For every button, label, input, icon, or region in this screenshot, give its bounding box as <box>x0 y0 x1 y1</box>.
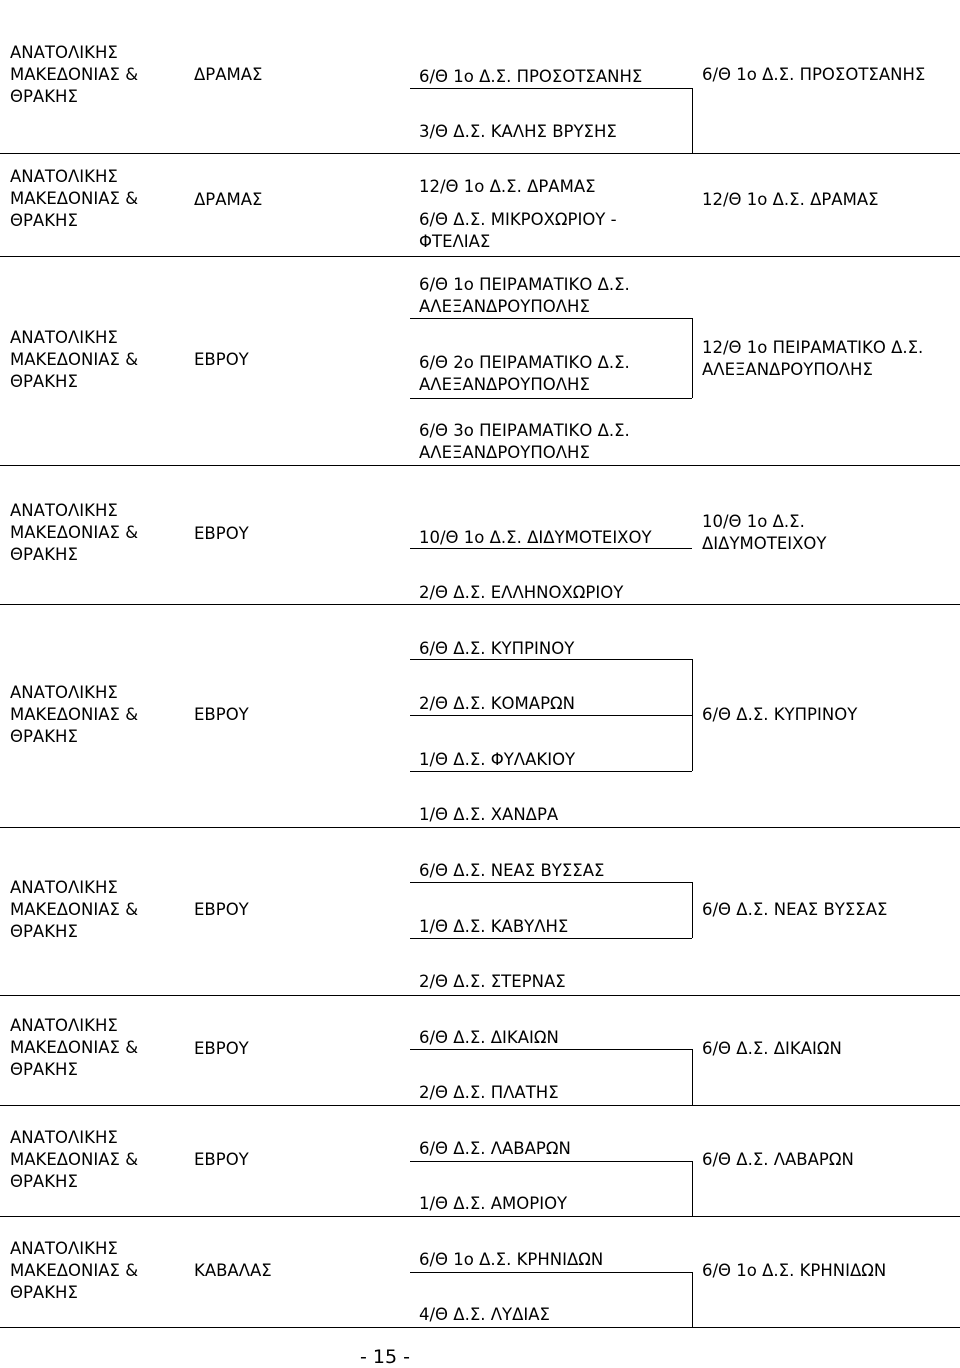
school-cell: 6/Θ 1ο ΠΕΙΡΑΜΑΤΙΚΟ Δ.Σ. ΑΛΕΞΑΝΔΡΟΥΠΟΛΗΣ <box>419 275 630 316</box>
school-separator <box>410 1049 692 1050</box>
row-separator <box>0 256 960 257</box>
prefecture-cell: ΚΑΒΑΛΑΣ <box>194 1261 272 1280</box>
school-cell: 2/Θ Δ.Σ. ΕΛΛΗΝΟΧΩΡΙΟΥ <box>419 583 624 602</box>
school-cell: 4/Θ Δ.Σ. ΛΥΔΙΑΣ <box>419 1305 550 1324</box>
school-cell: 6/Θ 1ο Δ.Σ. ΚΡΗΝΙΔΩΝ <box>419 1250 604 1269</box>
school-cell: 12/Θ 1ο Δ.Σ. ΔΡΑΜΑΣ <box>419 177 596 196</box>
region-cell: ΑΝΑΤΟΛΙΚΗΣ ΜΑΚΕΔΟΝΙΑΣ & ΘΡΑΚΗΣ <box>10 167 139 230</box>
school-cell: 1/Θ Δ.Σ. ΦΥΛΑΚΙΟΥ <box>419 750 576 769</box>
school-cell: 6/Θ Δ.Σ. ΔΙΚΑΙΩΝ <box>419 1028 559 1047</box>
row-separator <box>0 1105 960 1106</box>
column-separator <box>692 659 693 771</box>
prefecture-cell: ΕΒΡΟΥ <box>194 1039 249 1058</box>
row-separator <box>0 995 960 996</box>
school-cell: 6/Θ 1ο Δ.Σ. ΠΡΟΣΟΤΣΑΝΗΣ <box>419 67 643 86</box>
merged-school-cell: 6/Θ 1ο Δ.Σ. ΠΡΟΣΟΤΣΑΝΗΣ <box>702 65 926 84</box>
school-separator <box>410 771 692 772</box>
merged-school-cell: 6/Θ Δ.Σ. ΚΥΠΡΙΝΟΥ <box>702 705 858 724</box>
school-separator <box>410 398 692 399</box>
prefecture-cell: ΔΡΑΜΑΣ <box>194 65 263 84</box>
region-cell: ΑΝΑΤΟΛΙΚΗΣ ΜΑΚΕΔΟΝΙΑΣ & ΘΡΑΚΗΣ <box>10 1239 139 1302</box>
school-cell: 1/Θ Δ.Σ. ΚΑΒΥΛΗΣ <box>419 917 569 936</box>
prefecture-cell: ΕΒΡΟΥ <box>194 900 249 919</box>
merged-school-cell: 6/Θ Δ.Σ. ΛΑΒΑΡΩΝ <box>702 1150 854 1169</box>
region-cell: ΑΝΑΤΟΛΙΚΗΣ ΜΑΚΕΔΟΝΙΑΣ & ΘΡΑΚΗΣ <box>10 1016 139 1079</box>
region-cell: ΑΝΑΤΟΛΙΚΗΣ ΜΑΚΕΔΟΝΙΑΣ & ΘΡΑΚΗΣ <box>10 878 139 941</box>
school-cell: 1/Θ Δ.Σ. ΑΜΟΡΙΟΥ <box>419 1194 568 1213</box>
prefecture-cell: ΕΒΡΟΥ <box>194 524 249 543</box>
school-cell: 6/Θ Δ.Σ. ΛΑΒΑΡΩΝ <box>419 1139 571 1158</box>
merged-school-cell: 6/Θ 1ο Δ.Σ. ΚΡΗΝΙΔΩΝ <box>702 1261 887 1280</box>
school-cell: 2/Θ Δ.Σ. ΣΤΕΡΝΑΣ <box>419 972 566 991</box>
column-separator <box>692 1049 693 1105</box>
merged-school-cell: 12/Θ 1ο ΠΕΙΡΑΜΑΤΙΚΟ Δ.Σ. ΑΛΕΞΑΝΔΡΟΥΠΟΛΗΣ <box>702 338 924 379</box>
school-cell: 2/Θ Δ.Σ. ΠΛΑΤΗΣ <box>419 1083 559 1102</box>
row-separator <box>0 1327 960 1328</box>
region-cell: ΑΝΑΤΟΛΙΚΗΣ ΜΑΚΕΔΟΝΙΑΣ & ΘΡΑΚΗΣ <box>10 501 139 564</box>
merged-school-cell: 6/Θ Δ.Σ. ΔΙΚΑΙΩΝ <box>702 1039 842 1058</box>
row-separator <box>0 827 960 828</box>
column-separator <box>692 882 693 938</box>
school-cell: 6/Θ Δ.Σ. ΝΕΑΣ ΒΥΣΣΑΣ <box>419 861 605 880</box>
column-separator <box>692 1272 693 1327</box>
row-separator <box>0 153 960 154</box>
school-cell: 10/Θ 1ο Δ.Σ. ΔΙΔΥΜΟΤΕΙΧΟΥ <box>419 528 652 547</box>
column-separator <box>692 1161 693 1216</box>
school-cell: 3/Θ Δ.Σ. ΚΑΛΗΣ ΒΡΥΣΗΣ <box>419 122 617 141</box>
school-cell: 6/Θ Δ.Σ. ΜΙΚΡΟΧΩΡΙΟΥ - ΦΤΕΛΙΑΣ <box>419 210 617 251</box>
row-separator <box>0 1216 960 1217</box>
region-cell: ΑΝΑΤΟΛΙΚΗΣ ΜΑΚΕΔΟΝΙΑΣ & ΘΡΑΚΗΣ <box>10 1128 139 1191</box>
merged-school-cell: 6/Θ Δ.Σ. ΝΕΑΣ ΒΥΣΣΑΣ <box>702 900 888 919</box>
school-separator <box>410 715 692 716</box>
column-separator <box>692 318 693 398</box>
prefecture-cell: ΕΒΡΟΥ <box>194 705 249 724</box>
page-number: - 15 - <box>360 1346 410 1368</box>
region-cell: ΑΝΑΤΟΛΙΚΗΣ ΜΑΚΕΔΟΝΙΑΣ & ΘΡΑΚΗΣ <box>10 328 139 391</box>
school-separator <box>410 88 692 89</box>
prefecture-cell: ΕΒΡΟΥ <box>194 350 249 369</box>
school-separator <box>410 1272 692 1273</box>
prefecture-cell: ΔΡΑΜΑΣ <box>194 190 263 209</box>
row-separator <box>0 465 960 466</box>
row-separator <box>0 604 960 605</box>
school-cell: 2/Θ Δ.Σ. ΚΟΜΑΡΩΝ <box>419 694 575 713</box>
region-cell: ΑΝΑΤΟΛΙΚΗΣ ΜΑΚΕΔΟΝΙΑΣ & ΘΡΑΚΗΣ <box>10 683 139 746</box>
school-cell: 1/Θ Δ.Σ. ΧΑΝΔΡΑ <box>419 805 559 824</box>
school-separator <box>410 1161 692 1162</box>
prefecture-cell: ΕΒΡΟΥ <box>194 1150 249 1169</box>
school-separator <box>410 938 692 939</box>
school-cell: 6/Θ Δ.Σ. ΚΥΠΡΙΝΟΥ <box>419 639 575 658</box>
school-cell: 6/Θ 2ο ΠΕΙΡΑΜΑΤΙΚΟ Δ.Σ. ΑΛΕΞΑΝΔΡΟΥΠΟΛΗΣ <box>419 353 630 394</box>
school-cell: 6/Θ 3ο ΠΕΙΡΑΜΑΤΙΚΟ Δ.Σ. ΑΛΕΞΑΝΔΡΟΥΠΟΛΗΣ <box>419 421 630 462</box>
merged-school-cell: 12/Θ 1ο Δ.Σ. ΔΡΑΜΑΣ <box>702 190 879 209</box>
merged-school-cell: 10/Θ 1ο Δ.Σ. ΔΙΔΥΜΟΤΕΙΧΟΥ <box>702 512 827 553</box>
school-separator <box>410 318 692 319</box>
column-separator <box>692 88 693 153</box>
region-cell: ΑΝΑΤΟΛΙΚΗΣ ΜΑΚΕΔΟΝΙΑΣ & ΘΡΑΚΗΣ <box>10 43 139 106</box>
school-separator <box>410 882 692 883</box>
